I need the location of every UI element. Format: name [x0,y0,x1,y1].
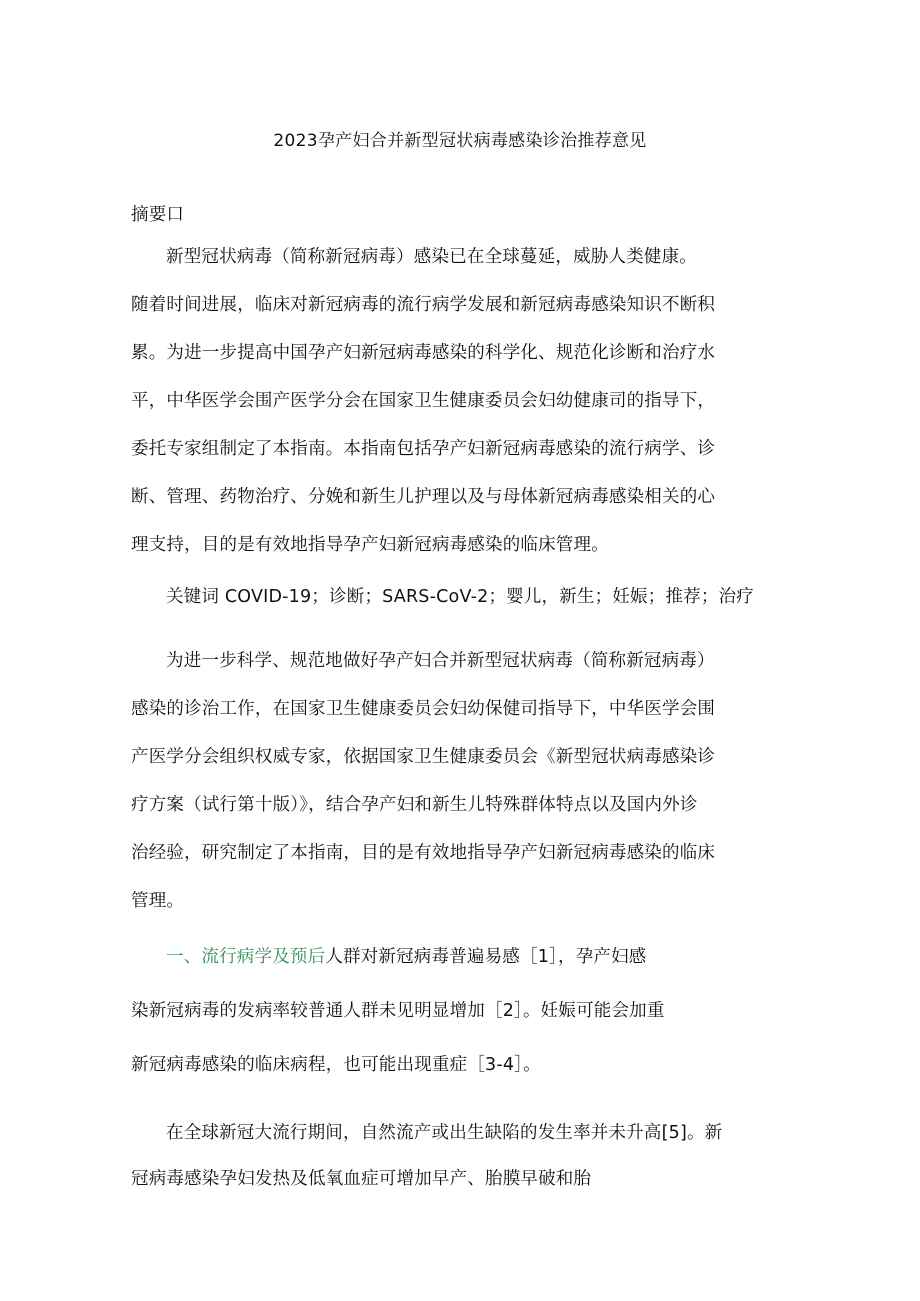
abstract-line: 累。为进一步提高中国孕产妇新冠病毒感染的科学化、规范化诊断和治疗水 [131,343,716,363]
intro-line: 疗方案（试行第十版）》，结合孕产妇和新生儿特殊群体特点以及国内外诊 [131,795,698,815]
document-title: 2023孕产妇合并新型冠状病毒感染诊治推荐意见 [273,131,647,151]
section1-text: 人群对新冠病毒普遍易感［1］，孕产妇感 [325,947,647,967]
section1-first-line [166,944,647,970]
intro-line: 感染的诊治工作，在国家卫生健康委员会妇幼保健司指导下，中华医学会围 [131,699,716,719]
abstract-line: 新型冠状病毒（简称新冠病毒）感染已在全球蔓延，威胁人类健康。 [166,247,697,267]
intro-line: 产医学分会组织权威专家，依据国家卫生健康委员会《新型冠状病毒感染诊 [131,747,716,767]
section1-line: 新冠病毒感染的临床病程，也可能出现重症［3-4］。 [131,1055,541,1075]
abstract-line: 随着时间进展，临床对新冠病毒的流行病学发展和新冠病毒感染知识不断积 [131,295,716,315]
intro-line: 管理。 [131,891,185,911]
abstract-line: 平，中华医学会围产医学分会在国家卫生健康委员会妇幼健康司的指导下， [131,391,716,411]
section1-heading: 一、流行病学及预后 [166,947,326,967]
intro-line: 治经验，研究制定了本指南，目的是有效地指导孕产妇新冠病毒感染的临床 [131,843,716,863]
paragraph-2-line: 冠病毒感染孕妇发热及低氧血症可增加早产、胎膜早破和胎 [131,1169,592,1189]
abstract-line: 理支持，目的是有效地指导孕产妇新冠病毒感染的临床管理。 [131,535,609,555]
abstract-heading: 摘要口 [131,205,185,225]
abstract-line: 断、管理、药物治疗、分娩和新生儿护理以及与母体新冠病毒感染相关的心 [131,487,716,507]
abstract-line: 委托专家组制定了本指南。本指南包括孕产妇新冠病毒感染的流行病学、诊 [131,439,716,459]
intro-line: 为进一步科学、规范地做好孕产妇合并新型冠状病毒（简称新冠病毒） [166,651,715,671]
paragraph-2-line: 在全球新冠大流行期间，自然流产或出生缺陷的发生率并未升高[5]。新 [166,1123,723,1143]
keywords-line: 关键词 COVID-19；诊断；SARS-CoV-2；婴儿，新生；妊娠；推荐；治疗 [166,587,754,607]
section1-line: 染新冠病毒的发病率较普通人群未见明显增加［2］。妊娠可能会加重 [131,1001,665,1021]
